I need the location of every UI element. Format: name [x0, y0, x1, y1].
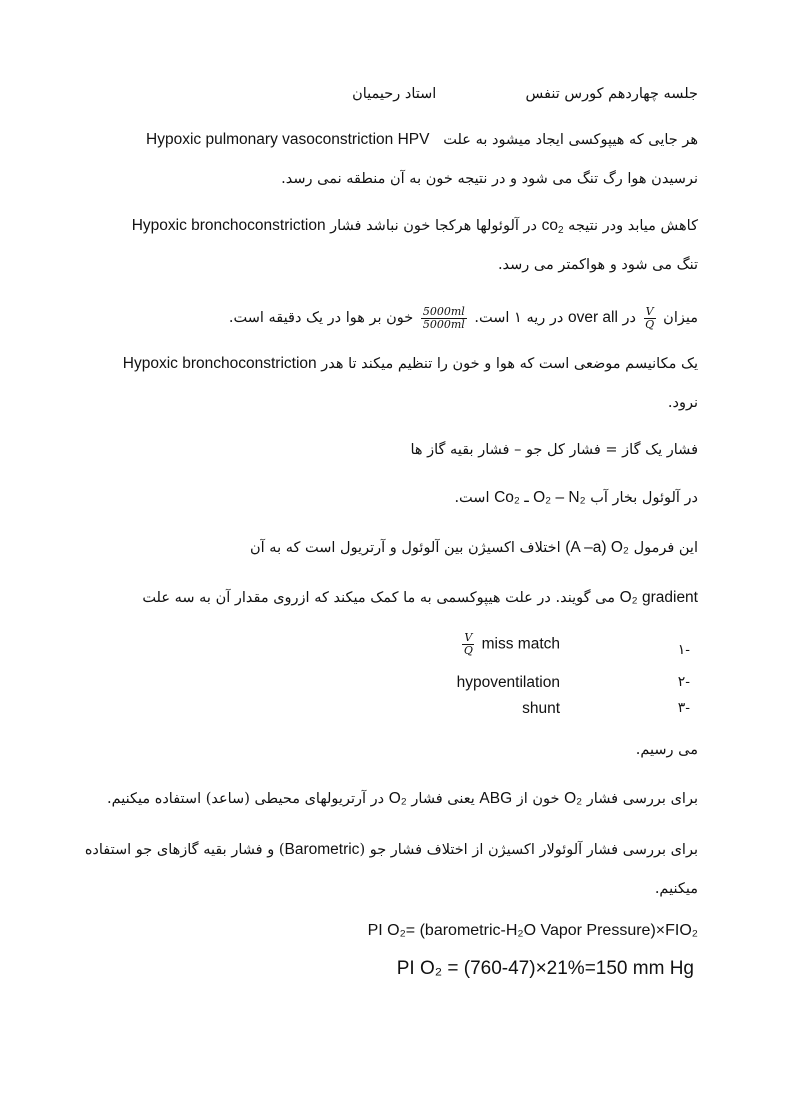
- hpv-line1: هر جایی که هیپوکسی ایجاد میشود به علت: [443, 132, 698, 148]
- teacher-name: استاد رحیمیان: [352, 86, 437, 102]
- barometric-term: Barometric: [284, 841, 360, 858]
- formula-diff-a: این فرمول: [633, 540, 698, 556]
- vq-small-fraction: $\frac{V}{Q}$: [463, 631, 473, 657]
- paragraph-gradient: [96, 588, 698, 608]
- over-all-term: over all: [567, 309, 618, 326]
- reach-text: می رسیم.: [635, 742, 698, 758]
- vq-b: در: [622, 310, 636, 326]
- paragraph-alveolar-gases: [96, 488, 698, 508]
- gas-pressure-text: فشار یک گاز = فشار کل جو – فشار بقیه گاز ها: [410, 442, 698, 458]
- o2-label: O₂: [564, 790, 583, 807]
- alveolar-a: در آلوئول بخار آب: [590, 490, 698, 506]
- mechanism-line2: نرود.: [667, 395, 698, 411]
- paragraph-vq: [96, 300, 698, 336]
- list-item-cause-3: -۳ shunt: [522, 700, 690, 717]
- list-item-cause-1: -۱ $\frac{V}{Q}$ miss match: [463, 631, 690, 658]
- paragraph-gas-pressure: [96, 440, 698, 460]
- formula-pio2-general: PI O₂= (barometric-H₂O Vapor Pressure)×FIO₂: [367, 922, 698, 939]
- mechanism-term: Hypoxic bronchoconstriction: [122, 355, 317, 372]
- paragraph-hpv-cont: [96, 169, 698, 189]
- gases-list: Co₂ ـ O₂ – N₂: [494, 489, 586, 506]
- vq-d: خون بر هوا در یک دقیقه است.: [228, 310, 414, 326]
- paragraph-formula-diff: [96, 538, 698, 558]
- ml-fraction: $\frac{5000ml}{5000ml}$: [422, 304, 465, 331]
- abg-term: ABG: [479, 790, 513, 807]
- paragraph-hbc-cont: [96, 255, 698, 275]
- hbc-line1b: کاهش میابد ودر نتیجه: [568, 218, 698, 234]
- formula-pio2-values: PI O₂ = (760-47)×21%=150 mm Hg: [396, 958, 694, 979]
- paragraph-reach: [96, 740, 698, 760]
- paragraph-hpv: [96, 130, 698, 150]
- paragraph-barometric-cont: میکنیم.: [654, 881, 698, 897]
- hpv-line2: نرسیدن هوا رگ تنگ می شود و در نتیجه خون به آن منطقه نمی رسد.: [281, 171, 698, 187]
- document-header: [96, 84, 698, 104]
- list-item-cause-2: -۲ hypoventilation: [456, 674, 690, 691]
- paragraph-abg: برای بررسی فشار O₂ خون از ABG یعنی فشار O₂ در آرتریولهای محیطی (ساعد) استفاده میکنیم.: [106, 790, 698, 807]
- hpv-term: Hypoxic pulmonary vasoconstriction HPV: [146, 131, 430, 148]
- session-title: جلسه چهاردهم کورس تنفس: [525, 86, 698, 102]
- hbc-line1a: در آلوئولها هرکجا خون نباشد فشار: [330, 218, 537, 234]
- hbc-line2: تنگ می شود و هواکمتر می رسد.: [497, 257, 698, 273]
- co2-label: $co_2$: [541, 217, 564, 236]
- formula-diff-b: اختلاف اکسیژن بین آلوئول و آرتریول است که به آن: [250, 540, 561, 556]
- gradient-text: می گویند. در علت هیپوکسمی به ما کمک میکند که ازروی مقدار آن به سه علت: [142, 590, 615, 606]
- paragraph-mechanism-cont: [96, 393, 698, 413]
- paragraph-hbc: [96, 216, 698, 241]
- hbc-term: Hypoxic bronchoconstriction: [131, 217, 326, 234]
- vq-a: میزان: [663, 310, 698, 326]
- vq-fraction: $\frac{V}{Q}$: [645, 304, 655, 331]
- mechanism-line1: یک مکانیسم موضعی است که هوا و خون را تنظیم میکند تا هدر: [321, 356, 698, 372]
- a-a-o2-term: (A –a) O₂: [565, 539, 629, 556]
- o2-label: O₂: [388, 790, 407, 807]
- alveolar-b: است.: [454, 490, 490, 506]
- paragraph-mechanism: [96, 354, 698, 374]
- vq-c: در ریه ۱ است.: [474, 310, 564, 326]
- o2-gradient-term: O₂ gradient: [619, 589, 698, 606]
- paragraph-barometric: برای بررسی فشار آلوئولار اکسیژن از اختلاف فشار جو (Barometric) و فشار بقیه گازهای جو استفاده: [84, 841, 698, 858]
